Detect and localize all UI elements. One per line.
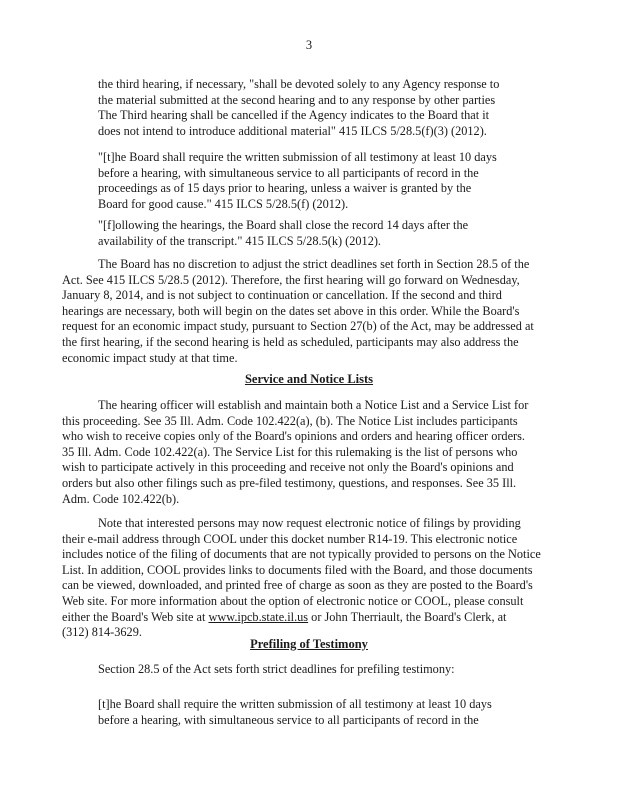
text-fragment: or John Therriault, the Board's Clerk, at (308, 609, 507, 624)
text-line: Web site. For more information about the option of electronic notice or COOL, please consult (62, 593, 524, 608)
text-line: request for an economic impact study, pursuant to Section 27(b) of the Act, may be addressed at (62, 319, 534, 334)
text-line: orders but also other filings such as pre-filed testimony, questions, and responses. See 35 Ill. (62, 475, 517, 490)
quote-block-2 (98, 150, 497, 212)
text-line: "[f]ollowing the hearings, the Board shall close the record 14 days after the (98, 218, 469, 232)
paragraph-electronic-notice (62, 516, 541, 641)
text-line: The Board has no discretion to adjust the strict deadlines set forth in Section 28.5 of the (98, 257, 530, 271)
text-line: Note that interested persons may now request electronic notice of filings by providing (98, 516, 521, 530)
quote-block-1 (98, 77, 499, 139)
text-line: January 8, 2014, and is not subject to continuation or cancellation. If the second and third (62, 288, 502, 303)
section-heading-service-lists: Service and Notice Lists (244, 372, 374, 386)
text-line: their e-mail address through COOL under this docket number R14-19. This electronic notice (62, 531, 518, 546)
text-line: "[t]he Board shall require the written submission of all testimony at least 10 days (98, 150, 497, 164)
text-line: Section 28.5 of the Act sets forth strict deadlines for prefiling testimony: (98, 662, 455, 676)
quote-block-3 (98, 218, 468, 249)
text-line: availability of the transcript." 415 ILCS 5/28.5(k) (2012). (98, 233, 382, 248)
paragraph-service-lists (62, 398, 528, 507)
paragraph-prefiling-intro (98, 662, 455, 678)
section-heading-prefiling: Prefiling of Testimony (250, 637, 368, 651)
text-line: Act. See 415 ILCS 5/28.5 (2012). Therefore, the first hearing will go forward on Wednesday, (62, 272, 520, 287)
text-line: this proceeding. See 35 Ill. Adm. Code 102.422(a), (b). The Notice List includes participants (62, 413, 518, 428)
text-line: the material submitted at the second hearing and to any response by other parties (98, 92, 496, 107)
text-line: The hearing officer will establish and maintain both a Notice List and a Service List for (98, 398, 529, 412)
text-line: the first hearing, if the second hearing is held as scheduled, participants may also address the (62, 334, 519, 349)
text-line: Adm. Code 102.422(b). (62, 491, 180, 506)
quote-block-4 (98, 697, 492, 728)
text-line: 35 Ill. Adm. Code 102.422(a). The Service List for this rulemaking is the list of persons who (62, 444, 518, 459)
text-line: wish to participate actively in this proceeding and receive not only the Board's opinions and (62, 460, 514, 475)
text-line: proceedings as of 15 days prior to hearing, unless a waiver is granted by the (98, 181, 472, 196)
text-line: hearings are necessary, both will begin on the dates set above in this order. While the Board's (62, 303, 520, 318)
page-number: 3 (305, 38, 313, 52)
text-line (62, 610, 541, 626)
text-line: before a hearing, with simultaneous service to all participants of record in the (98, 165, 479, 180)
text-fragment: either the Board's Web site at (62, 609, 209, 624)
text-line: [t]he Board shall require the written submission of all testimony at least 10 days (98, 697, 492, 711)
text-line: The Third hearing shall be cancelled if the Agency indicates to the Board that it (98, 108, 490, 123)
text-line: before a hearing, with simultaneous service to all participants of record in the (98, 712, 479, 727)
text-line: does not intend to introduce additional material" 415 ILCS 5/28.5(f)(3) (2012). (98, 123, 487, 138)
text-line: (312) 814-3629. (62, 625, 142, 640)
text-line: List. In addition, COOL provides links to documents filed with the Board, and those documents (62, 562, 533, 577)
paragraph-deadlines (62, 257, 534, 366)
text-line: who wish to receive copies only of the Board's opinions and orders and hearing officer orders. (62, 429, 525, 444)
board-website-link[interactable]: www.ipcb.state.il.us (208, 609, 309, 624)
text-line: economic impact study at that time. (62, 350, 238, 365)
text-line: includes notice of the filing of documents that are not typically provided to persons on the Notice (62, 547, 541, 562)
text-line: Board for good cause." 415 ILCS 5/28.5(f) (2012). (98, 196, 349, 211)
text-line: the third hearing, if necessary, "shall be devoted solely to any Agency response to (98, 77, 500, 91)
text-line: can be viewed, downloaded, and printed free of charge as soon as they are posted to the Board's (62, 578, 533, 593)
